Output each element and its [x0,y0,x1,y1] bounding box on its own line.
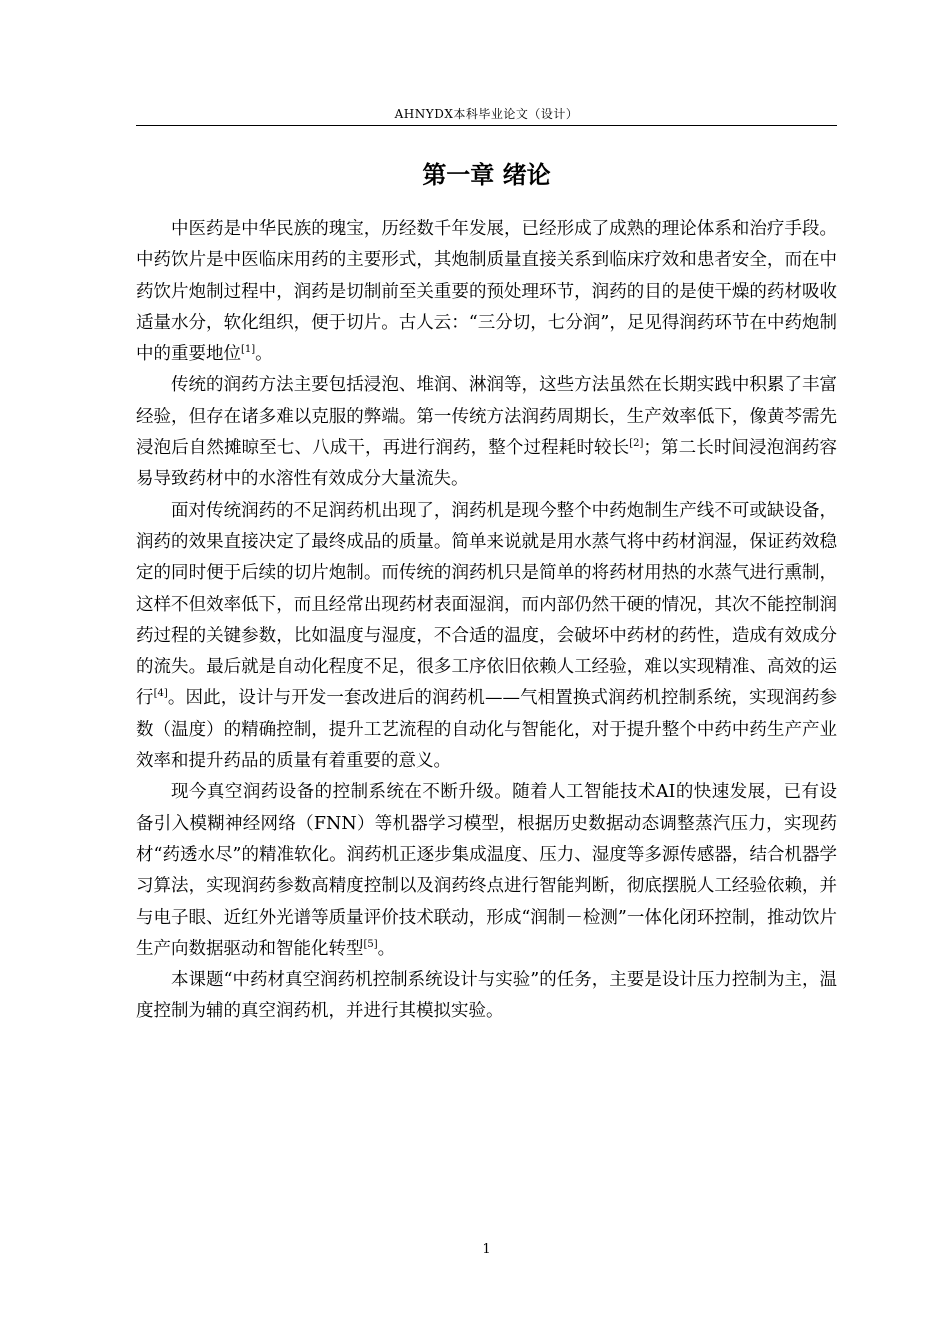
paragraph-3 [136,496,837,778]
paragraph-tail: 。 [255,344,273,365]
paragraph-5 [136,965,837,1028]
paragraph-tail: ；第二长时间浸泡润药容易导致药材中的水溶性有效成分大量流失。 [136,438,837,490]
body-text [136,214,837,1028]
paragraph-1 [136,214,837,370]
paragraph-text: 面对传统润药的不足润药机出现了，润药机是现今整个中药炮制生产线不可或缺设备，润药的效果直接决定了最终成品的质量。简单来说就是用水蒸气将中药材润湿，保证药效稳定的同时便于后续的切片炮制。而传统的润药机只是简单的将药材用热的水蒸气进行熏制，这样不但效率低下，而且经常出现药材表面湿润，而内部仍然干硬的情况，其次不能控制润药过程的关键参数，比如温度与湿度，不合适的温度，会破坏中药材的药性，造成有效成分的流失。最后就是自动化程度不足，很多工序依旧依赖人工经验，难以实现精准、高效的运行 [136,500,837,709]
paragraph-text: 现今真空润药设备的控制系统在不断升级。随着人工智能技术AI的快速发展，已有设备引入模糊神经网络（FNN）等机器学习模型，根据历史数据动态调整蒸汽压力，实现药材“药透水尽”的精准软化。润药机正逐步集成温度、压力、湿度等多源传感器，结合机器学习算法，实现润药参数高精度控制以及润药终点进行智能判断，彻底摆脱人工经验依赖，并与电子眼、近红外光谱等质量评价技术联动，形成“润制－检测”一体化闭环控制，推动饮片生产向数据驱动和智能化转型 [136,782,837,959]
header-rule [136,125,837,126]
citation-ref: [2] [629,438,644,450]
paragraph-tail: 。因此，设计与开发一套改进后的润药机——气相置换式润药机控制系统，实现润药参数（温度）的精确控制，提升工艺流程的自动化与智能化，对于提升整个中药中药生产产业效率和提升药品的质量有着重要的意义。 [136,688,838,772]
citation-ref: [5] [363,939,378,950]
chapter-title: 第一章 绪论 [422,161,551,189]
paragraph-text: 本课题“中药材真空润药机控制系统设计与实验”的任务，主要是设计压力控制为主，温度控制为辅的真空润药机，并进行其模拟实验。 [136,970,837,1022]
paragraph-tail: 。 [377,938,396,959]
paragraph-text: 中医药是中华民族的瑰宝，历经数千年发展，已经形成了成熟的理论体系和治疗手段。中药饮片是中医临床用药的主要形式，其炮制质量直接关系到临床疗效和患者安全，而在中药饮片炮制过程中，润药是切制前至关重要的预处理环节，润药的目的是使干燥的药材吸收适量水分，软化组织，便于切片。古人云：“三分切，七分润”，足见得润药环节在中药炮制中的重要地位 [136,219,837,365]
page-number: 1 [482,1242,491,1257]
citation-ref: [1] [241,344,256,356]
paragraph-4 [136,777,837,965]
paragraph-text: 传统的润药方法主要包括浸泡、堆润、淋润等，这些方法虽然在长期实践中积累了丰富经验，但存在诸多难以克服的弊端。第一传统方法润药周期长，生产效率低下，像黄芩需先浸泡后自然摊晾至七、八成干，再进行润药，整个过程耗时较长 [136,375,837,459]
running-header: AHNYDX本科毕业论文（设计） [394,107,579,121]
paragraph-2 [136,370,837,495]
citation-ref: [4] [153,688,168,700]
